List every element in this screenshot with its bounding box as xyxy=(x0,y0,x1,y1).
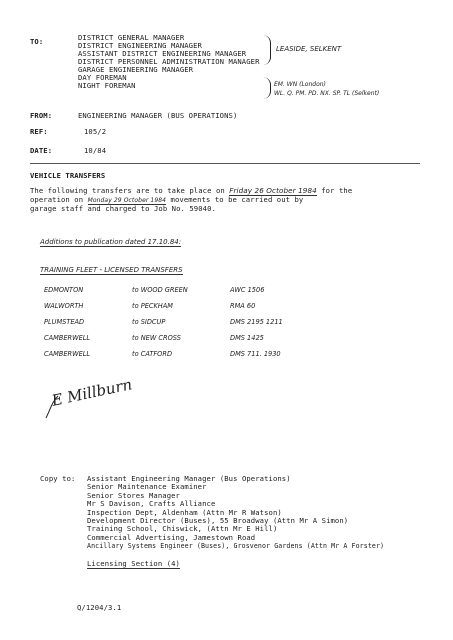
copy-recipient: Senior Maintenance Examiner xyxy=(87,482,207,492)
to-recipient: DISTRICT ENGINEERING MANAGER xyxy=(78,41,202,50)
copy-recipient: Senior Stores Manager xyxy=(87,490,180,500)
to-recipient: DISTRICT PERSONNEL ADMINISTRATION MANAGER xyxy=(78,57,260,66)
copy-recipient: Training School, Chiswick, (Attn Mr E Hill) xyxy=(87,524,278,534)
transfer-from: CAMBERWELL xyxy=(44,350,91,358)
ref-value: 105/2 xyxy=(84,127,107,136)
to-recipient: ASSISTANT DISTRICT ENGINEERING MANAGER xyxy=(78,49,247,58)
to-label: TO: xyxy=(30,37,44,46)
to-list xyxy=(78,34,260,90)
body-line-1 xyxy=(30,187,352,195)
to-recipient: NIGHT FOREMAN xyxy=(78,81,136,90)
date-label: DATE: xyxy=(30,146,53,155)
transfer-vehicle: DMS 711. 1930 xyxy=(230,350,281,358)
handwritten-date: Friday 26 October 1984 xyxy=(229,186,317,195)
transfer-from: EDMONTON xyxy=(44,286,84,294)
to-recipient: GARAGE ENGINEERING MANAGER xyxy=(78,65,194,74)
section-heading: VEHICLE TRANSFERS xyxy=(30,171,106,180)
transfer-to: to SIDCUP xyxy=(132,318,166,326)
signature: E Millburn xyxy=(50,375,134,410)
transfer-vehicle: AWC 1506 xyxy=(230,286,265,294)
transfer-to: to NEW CROSS xyxy=(132,334,181,342)
brace-mark xyxy=(262,77,271,99)
from-label: FROM: xyxy=(30,111,53,120)
transfer-from: PLUMSTEAD xyxy=(44,318,85,326)
date-value: 10/84 xyxy=(84,146,107,155)
body-line-3: garage staff and charged to Job No. 59040. xyxy=(30,204,216,213)
ref-label: REF: xyxy=(30,127,48,136)
transfer-to: to WOOD GREEN xyxy=(132,286,188,294)
transfer-vehicle: RMA 60 xyxy=(230,302,256,310)
body-text: for the xyxy=(321,186,353,195)
transfer-vehicle: DMS 1425 xyxy=(230,334,264,342)
transfer-to: to PECKHAM xyxy=(132,302,173,310)
additions-note: Additions to publication dated 17.10.84: xyxy=(40,238,182,246)
form-code: Q/1204/3.1 xyxy=(77,603,122,612)
divider xyxy=(30,163,420,164)
copy-recipient: Assistant Engineering Manager (Bus Operations) xyxy=(87,474,291,483)
copy-list xyxy=(87,475,384,570)
body-text: operation on xyxy=(30,195,84,204)
from-value: ENGINEERING MANAGER (BUS OPERATIONS) xyxy=(78,111,238,120)
to-note-london: EM. WN (London) xyxy=(274,81,326,88)
transfer-vehicle: DMS 2195 1211 xyxy=(230,318,283,326)
to-recipient: DAY FOREMAN xyxy=(78,73,127,82)
to-note-selkent: WL. Q. PM. PD. NX. SP. TL (Selkent) xyxy=(274,90,380,97)
copy-recipient: Inspection Dept, Aldenham (Attn Mr R Watson) xyxy=(87,507,282,517)
copy-recipient: Licensing Section (4) xyxy=(87,558,180,568)
brace-mark xyxy=(262,35,271,65)
copy-recipient: Commercial Advertising, Jamestown Road xyxy=(87,532,256,542)
transfer-from: WALWORTH xyxy=(44,302,84,310)
transfer-to: to CATFORD xyxy=(132,350,173,358)
body-text: movements to be carried out by xyxy=(170,195,304,204)
copy-recipient: Development Director (Buses), 55 Broadway (Attn Mr A Simon) xyxy=(87,516,349,526)
fleet-heading: TRAINING FLEET - LICENSED TRANSFERS xyxy=(40,266,183,274)
body-text: The following transfers are to take place on xyxy=(30,186,225,195)
copy-recipient: Mr S Davison, Crafts Alliance xyxy=(87,499,216,509)
to-recipient: DISTRICT GENERAL MANAGER xyxy=(78,33,185,42)
copy-recipient: Ancillary Systems Engineer (Buses), Grosvenor Gardens (Attn Mr A Forster) xyxy=(87,542,385,551)
copy-label: Copy to: xyxy=(40,474,76,483)
transfer-from: CAMBERWELL xyxy=(44,334,91,342)
handwritten-date: Monday 29 October 1984 xyxy=(87,197,167,204)
to-note-districts: LEASIDE, SELKENT xyxy=(276,45,342,53)
signature-stroke xyxy=(40,392,100,422)
